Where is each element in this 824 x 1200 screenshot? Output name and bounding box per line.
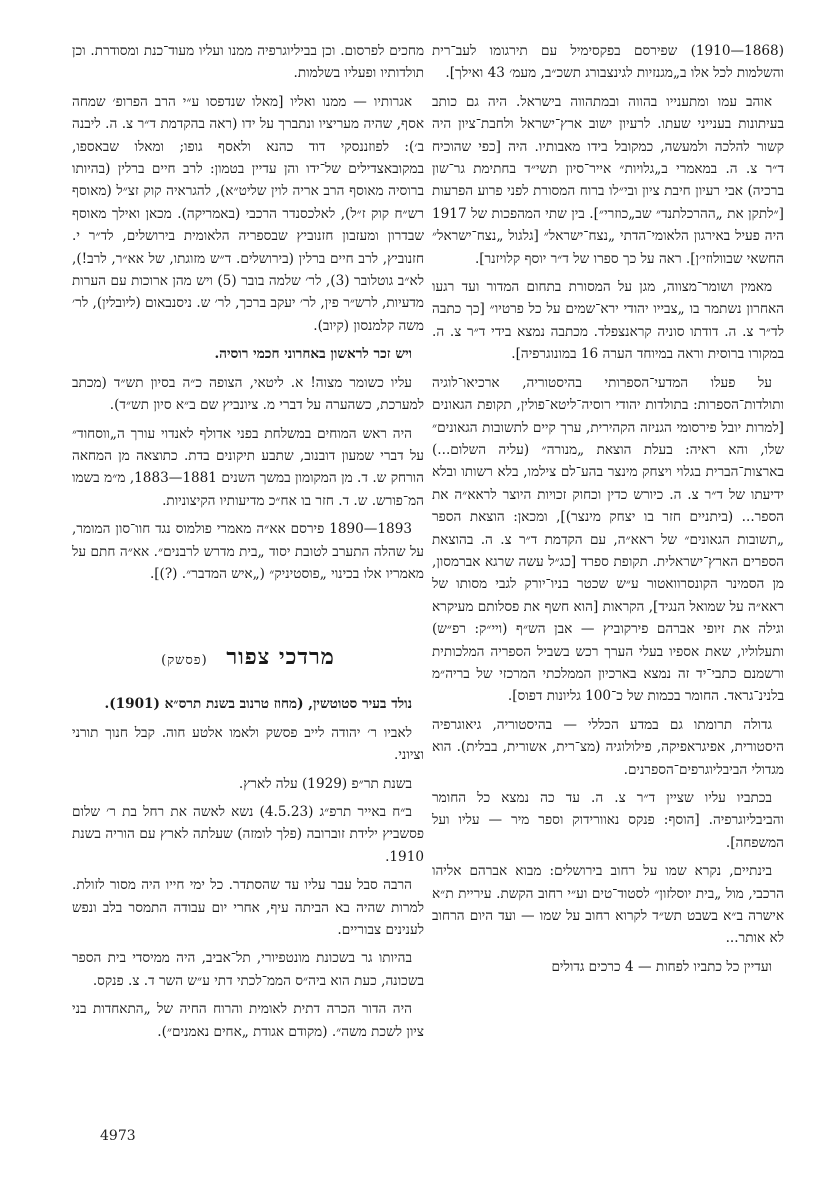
paragraph: לאביו ר׳ יהודה לייב פסשק ולאמו אלטע חוה. קבל חנוך תורני וציוני. bbox=[72, 724, 424, 764]
paragraph: אוהב עמו ומתענייו בהווה ובמתהווה בישראל. היה גם כותב בעיתונות בענייני שעתו. לרעיון ישוב ארץ־ישראל ולחבת־ציון היה קשור להלכה ולמעשה, כמקובל בידו מאבותיו. היה [כפי שהוכיח ד״ר צ. ה. במאמרי ב„גלויות״ אייר־סיון תשי״ד בחתימת גר־שון ברכיה) אבי רעיון חיבת ציון ובי״לו ברוח המסורת לפני פרוע הפרעות [״לתקן את „ההרכלתנד״ שב„כוזרי״]. בין שתי המהפכות של 1917 היה פעיל באירגון הלאומי־הדתי „נצח־ישראל״ [גלגול „נצח־ישראל״ החשאי שבוולוזי׳ן]. ראה על כך ספרו של ד״ר יוסף קלויזנר]. bbox=[432, 93, 784, 267]
biography-heading bbox=[72, 643, 424, 675]
paragraph: ויש זכר לראשון באחרוני חכמי רוסיה. bbox=[214, 346, 412, 363]
paragraph: הרבה סבל עבר עליו עד שהסתדר. כל ימי חייו היה מסור לזולת. למרות שהיה בא הביתה עיף, אחרי יום עבודה התמסר בלב ונפש לענינים צבוריים. bbox=[72, 877, 424, 938]
paragraph: בהיותו גר בשכונת מונטפיורי, תל־אביב, היה ממיסדי בית הספר בשכונה, כעת הוא ביה״ס הממ־לכתי דתי ע״ש השר ד. צ. פנקס. bbox=[72, 950, 424, 989]
paragraph: גדולה תרומתו גם במדע הכללי — בהיסטוריה, גיאוגרפיה היסטורית, אפיגראפיקה, פילולוגיה (מצ־רית, אשורית, בבלית). הוא מגדולי הביבליוגרפים־הספרנים. bbox=[432, 716, 784, 778]
paragraph: 1893—1890 פירסם אא״ה מאמרי פולמוס נגד חוו־סון המומר, על שהלה התערב לטובת יסוד „בית מדרש לרבנים״. אא״ה חתם על מאמריו אלו בכינוי „פוסטיניק״ („איש המדבר״. (?)]. bbox=[72, 521, 424, 582]
biography-name: מרדכי צפור bbox=[226, 644, 335, 671]
paragraph: בינתיים, נקרא שמו על רחוב בירושלים: מבוא אברהם אליהו הרכבי, מול „בית יוסלזון״ לסטוד־טים וע״י רחוב הקשת. עיריית ת״א אישרה ב״א בשבט תש״ד לקרוא רחוב על שמו — ועד היום הרחוב לא אותר... bbox=[432, 863, 784, 947]
biography-name-note: (פסשק) bbox=[161, 653, 208, 669]
paragraph: ב״ח באייר תרפ״ג (4.5.23) נשא לאשה את רחל בת ר׳ שלום פסשביץ ילידת זוברובה (פלך לומזה) שעלתה לארץ עם הוריה בשנת 1910. bbox=[72, 803, 424, 865]
paragraph: על פעלו המדעי־הספרותי בהיסטוריה, ארכיאו־לוגיה ותולדות־הספרות: בתולדות יהודי רוסיה־ליטא־פולין, תקופת הגאונים [למרות יובל פירסומי הגניזה הקהירית, ערך קיים לתשובות הגאונים״ שלו, והא ראיה: בעלת הוצאת „מנורה״ (עליה השלום...) בארצות־הברית בגלוי ויצחק מינצר בהע־לם צילמו, בלא רשותו ובלא ידיעתו של ד״ר צ. ה. כיורש כדין וכחוק זכויות היוצר לראא״ה את הספר... (ביתניים חזר בו יצחק מינצר)], ומכאן: הוצאת הספר „תשובות הגאונים״ של ראא״ה, עם הקדמת ד״ר צ. ה. בהוצאת הספרים הארץ־ישראלית. תקופת ספרד [כג״ל עשה שרגא אברמסון, מן הסמינר הקונסרוואטור ע״ש שכטר בניו־יורק לגבי מסותו של ראא״ה על שמואל הנגיד], הקראות [הוא חשף את פסלותם מעיקרא וגילה את זיופי אברהם פירקוביץ — אבן הש״ף (ויי״ק: רפ״ש) ותעלוליו, שאת אספיו בעלי הערך רכש בשביל הספריה המלכותית ורשמנם כתבי־יד זה נמצא בארכיון הממלכתי המרכזי של בריה״מ בלנינ־גראד. החומר בכמות של כ־100 גליונות דפוס]. bbox=[432, 374, 784, 705]
right-column bbox=[432, 40, 784, 984]
paragraph: בכתביו עליו שציין ד״ר צ. ה. עד כה נמצא כל החומר והביבליוגרפיה. [הוסף: פנקס נאוורידוק וספר מיר — עליו ועל המשפחה]. bbox=[432, 790, 784, 851]
paragraph: נולד בעיר סטוטשין, (מחוז טרנוב בשנת תרס״א (1901). bbox=[104, 696, 412, 713]
paragraph: עליו כשומר מצוה! א. ליטאי, הצופה כ״ה בסיון תש״ד (מכתב למערכת, כשהערה על דברי מ. ציונביץ שם ב״א סיון תש״ד). bbox=[72, 374, 424, 414]
page-number: 4973 bbox=[100, 1128, 136, 1144]
paragraph: היה הדור הכרה דתית לאומית והרוח החיה של „התאחדות בני ציון לשכת משה״. (מקודם אגודת „אחים נאמנים״). bbox=[72, 1001, 424, 1040]
paragraph: (1868—1910) שפירסם בפקסימיל עם תירגומו לעב־רית והשלמות לכל אלו ב„מגנזיות לגינצבורג תשכ״ב, מעמ׳ 43 ואילך]. bbox=[432, 43, 784, 82]
paragraph: ועדיין כל כתביו לפחות — 4 כרכים גדולים bbox=[551, 958, 772, 975]
paragraph: היה ראש המוחים במשלחת בפני אדולף לאנדוי עורך ה„ווסחוד״ על דברי שמעון דובנוב, שתבע תיקונים בדת. כתוצאה מן המחאה הורחק ש. ד. מן המקומון במשך השנים 1881—1883, מ״מ בשמו המ־פורש. ש. ד. חזר בו אח״כ מדיעותיו הקיצוניות. bbox=[72, 425, 425, 509]
paragraph: מאמין ושומר־מצווה, מגן על המסורת בתחום המדור ועד רגעו האחרון נשתמר בו „צבייו יהודי ירא־שמים על כל פרטיו״ [כך כתבה לד״ר צ. ה. דודתו סוניה קראנצפלד. מכתבה נמצא בידי ד״ר צ. ה. במקורו ברוסית וראה במיוחד הערה 16 במונוגרפיה]. bbox=[432, 279, 784, 363]
paragraph: מחכים לפרסום. וכן בביליוגרפיה ממנו ועליו מעוד־כנת ומסודרת. וכן תולדותיו ופעליו בשלמות. bbox=[72, 43, 424, 82]
left-column bbox=[72, 40, 424, 1049]
paragraph: בשנת תר״פ (1929) עלה לארץ. bbox=[238, 775, 412, 792]
paragraph: אגרותיו — ממנו ואליו [מאלו שנדפסו ע״י הרב הפרופ׳ שמחה אסף, שהיה מעריציו ונתברך על ידו (ראה בהקדמת ד״ר צ. ה. ליבנה ב׳): לפוזננסקי דוד כהנא ולאסף גופו; ומאלו שבאספו, במקובאצדילים של־ידו והן עדיין בטמון: לרב חיים ברלין (בהיותו ברוסיה מאוסף הרב אריה לוין שליט״א), להגראיה קוק זצ״ל (מאוסף רש״ח קוק ז״ל), לאלכסנדר הרכבי (באמריקה). מכאן ואילך מאוסף שבדרון ומעזבון חזנוביץ שבספריה הלאומית בירושלים, לד״ר י. חזנוביץ, לרב חיים ברלין (בירושלים. ד״ש מזוגתו, של אא״ר, לרב!), לא״ב גוטלובר (3), לר׳ שלמה בובר (5) ויש מהן ארוכות עם הערות מדעיות, לרש״ר פין, לר׳ יעקב ברכך, לר׳ ש. ניסנבאום (ליובלין), לר׳ משה קלמנסון (קיוב). bbox=[72, 93, 424, 334]
